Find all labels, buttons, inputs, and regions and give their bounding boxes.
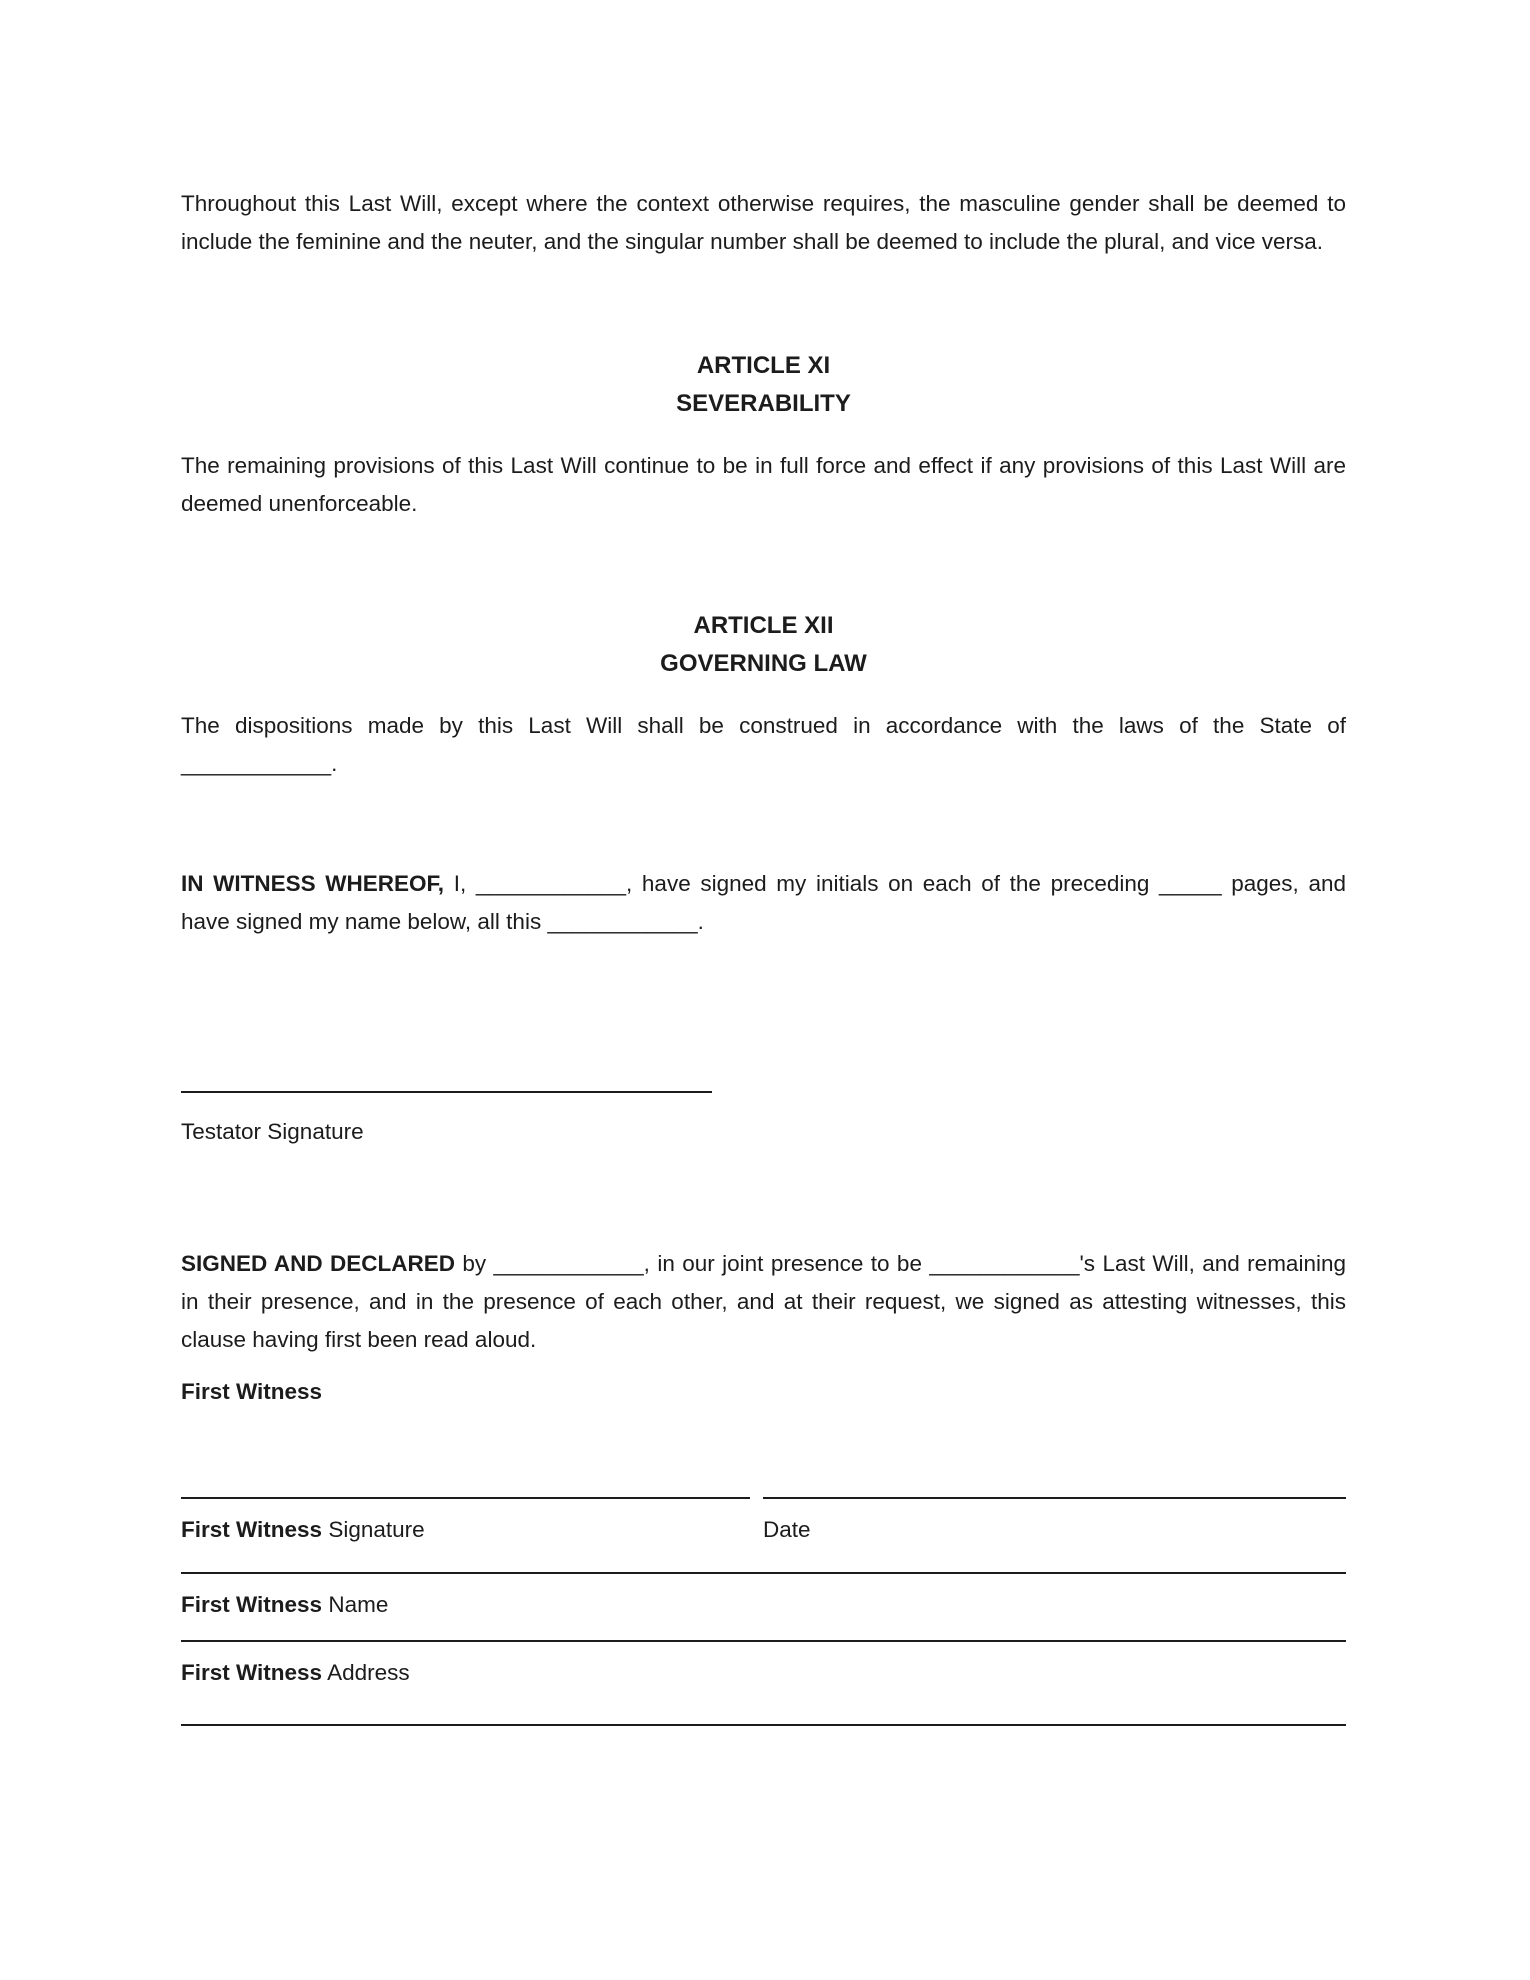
bottom-rule-line bbox=[181, 1724, 1346, 1726]
testator-signature-line bbox=[181, 1091, 712, 1093]
first-witness-address-block bbox=[181, 1640, 1346, 1692]
first-witness-heading: First Witness bbox=[181, 1379, 323, 1404]
article-11-heading bbox=[181, 347, 1346, 423]
state-blank-field: ____________ bbox=[181, 751, 332, 776]
article-12-heading bbox=[181, 607, 1346, 683]
first-witness-name-label bbox=[181, 1592, 388, 1617]
first-witness-signature-date-row bbox=[181, 1497, 1346, 1549]
first-witness-name-label-rest: Name bbox=[322, 1592, 389, 1617]
article-12-title: GOVERNING LAW bbox=[660, 650, 867, 677]
first-witness-signature-label bbox=[181, 1517, 425, 1542]
witness-whereof-text: I, ____________, have signed my initials on each of the preceding _____ pages, and have signed my name below, all this ____________. bbox=[181, 871, 1346, 934]
governing-law-text: The dispositions made by this Last Will shall be construed in accordance with the laws of the State of bbox=[181, 713, 1346, 738]
first-witness-address-label-rest: Address bbox=[322, 1660, 410, 1685]
first-witness-name-block bbox=[181, 1572, 1346, 1624]
witness-whereof-paragraph bbox=[181, 865, 1346, 941]
testator-signature-label: Testator Signature bbox=[181, 1119, 364, 1144]
first-witness-address-label-bold: First Witness bbox=[181, 1660, 323, 1685]
first-witness-signature-label-bold: First Witness bbox=[181, 1517, 323, 1542]
governing-law-period: . bbox=[331, 751, 338, 776]
signed-declared-lead: SIGNED AND DECLARED bbox=[181, 1251, 455, 1276]
signed-declared-text: by ____________, in our joint presence to be ____________'s Last Will, and remaining in their presence, and in the presence of each other, and at their request, we signed as attesting witnesses, this clause having first been read aloud. bbox=[181, 1251, 1346, 1352]
first-witness-date-block bbox=[763, 1497, 1346, 1549]
governing-law-paragraph bbox=[181, 707, 1346, 783]
gender-clause-paragraph: Throughout this Last Will, except where the context otherwise requires, the masculine gender shall be deemed to include the feminine and the neuter, and the singular number shall be deemed to include the plural, and vice versa. bbox=[181, 191, 1346, 254]
severability-paragraph: The remaining provisions of this Last Will continue to be in full force and effect if any provisions of this Last Will are deemed unenforceable. bbox=[181, 453, 1346, 516]
first-witness-name-label-bold: First Witness bbox=[181, 1592, 323, 1617]
article-12-number: ARTICLE XII bbox=[693, 612, 834, 639]
first-witness-signature-block bbox=[181, 1497, 750, 1549]
date-label: Date bbox=[763, 1517, 811, 1542]
first-witness-signature-label-rest: Signature bbox=[322, 1517, 425, 1542]
article-11-number: ARTICLE XI bbox=[696, 352, 831, 379]
first-witness-address-label bbox=[181, 1660, 410, 1685]
witness-whereof-lead: IN WITNESS WHEREOF, bbox=[181, 871, 445, 896]
signed-declared-paragraph bbox=[181, 1245, 1346, 1359]
article-11-title: SEVERABILITY bbox=[676, 390, 851, 417]
